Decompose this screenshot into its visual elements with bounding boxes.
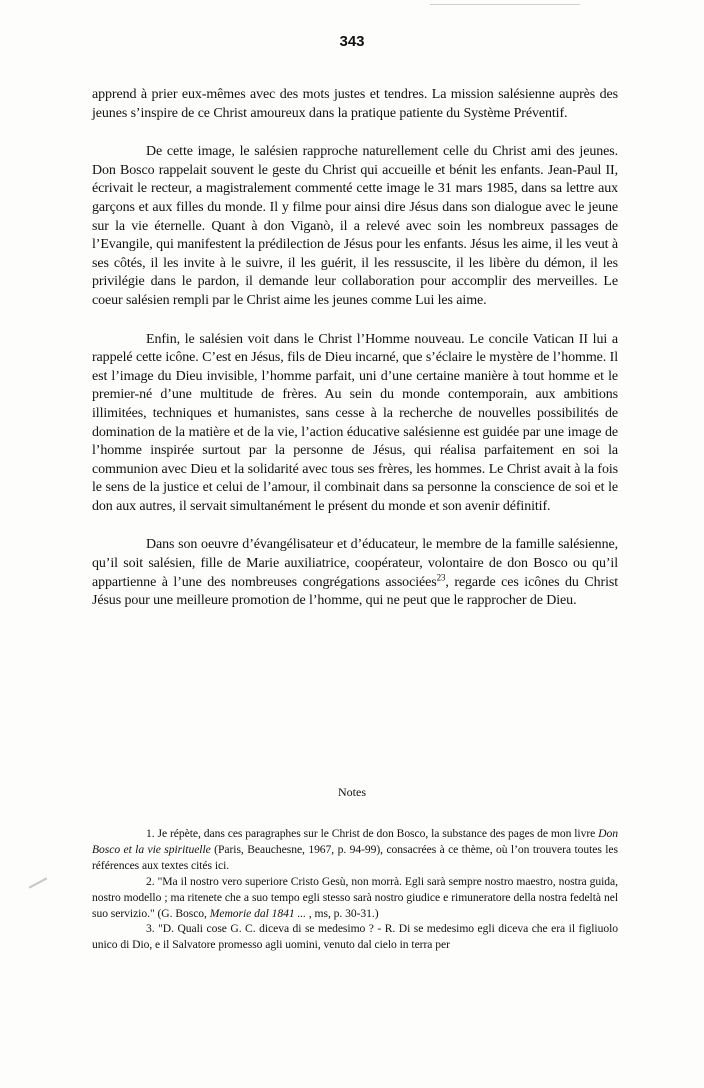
paragraph-4-text-before: Dans son oeuvre d’évangélisateur et d’éducateur, le membre de la famille salésienne, qu’il soit salésien, fille de Marie auxiliatrice, coopérateur, volontaire de don Bosco ou qu’il appartienne à l’une des nombreuses congrégations associées (92, 537, 618, 590)
paragraph-1: apprend à prier eux-mêmes avec des mots justes et tendres. La mission salésienne auprès des jeunes s’inspire de ce Christ amoureux dans la pratique patiente du Système Préventif. (92, 87, 618, 121)
paragraph-3: Enfin, le salésien voit dans le Christ l’Homme nouveau. Le concile Vatican II lui a rappelé cette icône. C’est en Jésus, fils de Dieu incarné, que s’éclaire le mystère de l’homme. Il est l’image du Dieu invisible, l’homme parfait, uni d’une certaine manière à tout homme et le premier-né d’une multitude de frères. Au sein du monde contemporain, aux ambitions illimitées, techniques et humanistes, sans cesse à la recherche de nouvelles possibilités de domination de la matière et de la vie, l’action éducative salésienne est guidée par une image de l’homme inspirée surtout par la personne de Jésus, qui réalisa parfaitement en soi la communion avec Dieu et la solidarité avec tous ses frères, les hommes. Le Christ avait à la fois le sens de la justice et celui de l’amour, il combinait dans sa personne la conscience de soi et le don aux autres, il servait simultanément le présent du monde et son avenir définitif. (92, 331, 618, 514)
note-2 (92, 874, 618, 922)
note-3-text-a: 3. "D. Quali cose G. C. diceva di se medesimo ? - R. Di se medesimo egli diceva che era il figliuolo unico di Dio, e il Salvatore promesso agli uomini, venuto dal cielo in terra per (92, 922, 618, 952)
note-1-text-a: 1. Je répète, dans ces paragraphes sur le Christ de don Bosco, la substance des pages de mon livre (146, 827, 599, 840)
paragraph-4-text-after: , regarde ces icônes du Christ Jésus pour une meilleure promotion de l’homme, qui ne peut que le rapprocher de Dieu. (92, 574, 619, 609)
note-1-book-title: Don Bosco et la vie spirituelle (92, 827, 618, 856)
note-2-text-b: , ms, p. 30-31.) (306, 906, 379, 920)
note-2-text-a: 2. "Ma il nostro vero superiore Cristo Gesù, non morrà. Egli sarà sempre nostro maestro, nostra guida, nostro modello ; ma ritenete che a suo tempo egli stesso sarà nostro giudice e rimuneratore della nostra fedeltà nel suo servizio." (G. Bosco, (92, 874, 618, 920)
notes-section (92, 826, 618, 953)
footnote-ref-23[interactable]: 23 (436, 572, 446, 582)
margin-pencil-mark (29, 877, 48, 888)
note-1-text-b: (Paris, Beauchesne, 1967, p. 94-99), consacrées à ce thème, où l’on trouvera toutes les références aux textes cités ici. (92, 842, 618, 872)
page-number: 343 (339, 33, 365, 50)
note-3 (92, 921, 618, 953)
note-2-book-title: Memorie dal 1841 ... (209, 906, 306, 920)
note-1 (92, 826, 618, 874)
scan-edge-line (430, 4, 580, 5)
paragraph-2: De cette image, le salésien rapproche naturellement celle du Christ ami des jeunes. Don Bosco rappelait souvent le geste du Christ qui accueille et bénit les enfants. Jean-Paul II, écrivait le recteur, a magistralement commenté cette image le 31 mars 1985, dans sa lettre aux garçons et aux filles du monde. Il y filme pour ainsi dire Jésus dans son dialogue avec le jeune sur la vie éternelle. Quant à don Viganò, il a relevé avec soin les nombreux passages de l’Evangile, qui manifestent la prédilection de Jésus pour les enfants. Jésus les aime, il les veut à ses côtés, il les invite à le suivre, il les guérit, il les ressuscite, il les libère du démon, il les privilégie dans le pardon, il demande leur collaboration pour accomplir des merveilles. Le coeur salésien rempli par le Christ aime les jeunes comme Lui les aime. (92, 144, 618, 308)
body-text (92, 86, 618, 631)
paragraph-4 (92, 536, 618, 610)
notes-heading: Notes (338, 785, 366, 799)
